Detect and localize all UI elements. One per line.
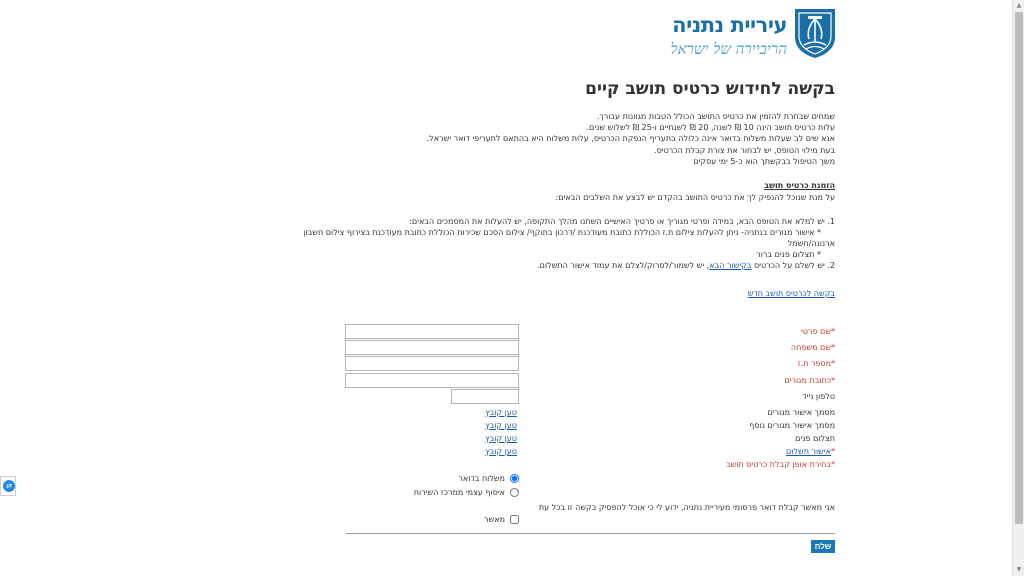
marketing-consent-text: אני מאשר קבלת דואר פרסומי מעיריית נתניה, ידוע לי כי אוכל להפסיק בקשה זו בכל עת [538,503,835,512]
id-number-row [220,356,835,372]
payment-confirmation-link[interactable]: אישור תשלום [785,447,831,456]
id-number-label: *מספר ת.ז [797,359,835,368]
last-name-input[interactable] [345,340,519,355]
first-name-input[interactable] [345,324,519,339]
step-2-suffix: , יש לשמור/לסרוק/לצלם את עמוד אישור התשלום. [537,261,710,270]
payment-link[interactable]: בקישור הבא [709,261,752,270]
delivery-pickup-label: איסוף עצמי ממרכז השירות [413,488,505,497]
face-photo-upload-link[interactable]: טען קובץ [485,434,517,443]
side-tool-widget[interactable] [0,476,16,496]
scrollbar-thumb[interactable] [1015,12,1023,524]
payment-confirmation-label [786,447,835,456]
consent-confirm-checkbox[interactable] [510,515,519,524]
address-label: *כתובת מגורים [784,376,835,385]
delivery-pickup-option[interactable] [319,487,519,500]
form-divider [346,533,835,534]
residence-doc-label: מסמך אישור מגורים [767,408,835,417]
remote-support-icon[interactable]: ⇄ [3,480,15,492]
delivery-mail-radio[interactable] [510,474,519,483]
intro-line: עלות כרטיס תושב הינה 10 ₪ לשנה, 20 ₪ לשנתיים ו-25 ₪ לשלוש שנים. [586,123,835,133]
delivery-mail-label: משלוח בדואר [458,474,505,483]
delivery-mail-option[interactable] [319,473,519,486]
step-2 [220,260,835,271]
payment-required-mark: * [831,447,835,456]
section-subtitle: על מנת שנוכל להנפיק לך את כרטיס התושב בהקדם יש לבצע את השלבים הבאים: [555,193,835,202]
first-name-row [220,324,835,340]
last-name-row [220,340,835,356]
intro-text [220,111,835,167]
step-2-prefix: 2. יש לשלם על הכרטיס [753,261,835,270]
first-name-label: *שם פרטי [800,327,835,336]
scrollbar[interactable] [1012,0,1024,576]
face-photo-label: תצלום פנים [795,434,835,443]
intro-line: בעת מילוי הטופס, יש לבחור את צורת קבלת הכרטיס. [654,145,835,155]
residence-doc-extra-label: מסמך אישור מגורים נוסף [749,421,835,430]
address-row [220,373,835,389]
consent-confirm-option[interactable] [419,514,519,527]
step-1-bullet-residence-cont: ארנונה/חשמל [787,239,835,248]
last-name-label: *שם משפחה [790,343,835,352]
logo-slogan: הריביירה של ישראל [670,40,787,58]
consent-confirm-label: מאשר [484,515,505,524]
delivery-method-row [220,457,835,473]
intro-line: אנא שים לב שעלות משלוח בדואר אינה כלולה בתעריף הנפקת הכרטיס, עלות משלוח היא בהתאם לתעריפי דואר ישראל. [426,134,835,144]
intro-line: משך הטיפול בבקשתך הוא כ-5 ימי עסקים [693,156,835,166]
residence-doc-upload-link[interactable]: טען קובץ [485,408,517,417]
mobile-input[interactable] [451,389,519,404]
residence-doc-extra-upload-link[interactable]: טען קובץ [485,421,517,430]
delivery-pickup-radio[interactable] [510,488,519,497]
city-shield-icon [793,7,837,59]
logo-name: עיריית נתניה [672,13,787,37]
mobile-row [220,389,835,405]
step-1-bullet-residence: * אישור מגורים בנתניה- ניתן להעלות צילום ת.ז הכוללת כתובת מעודכנת /דרכון בתוקף/ צילום הסכם שכירות הכוללת כתובת מעודכנת בצירוף צילום חשבון [303,228,821,237]
step-1: 1. יש למלא את הטופס הבא, במידה ופרטי מגוריך או פרטיך האישיים השתנו מהלך התקופה, יש להעלות את המסמכים הבאים: [409,217,835,226]
page-title: בקשה לחידוש כרטיס תושב קיים [585,79,835,99]
section-title: הזמנת כרטיס תושב [764,181,835,190]
address-input[interactable] [345,373,519,388]
steps-list [220,216,835,271]
delivery-method-label: *בחירת אופן קבלת כרטיס תושב [725,460,835,469]
scroll-up-icon[interactable]: ▲ [1016,2,1022,9]
new-card-link[interactable]: בקשה לכרטיס תושב חדש [747,289,835,298]
intro-line: שמחים שבחרת להזמין את כרטיס התושב הכולל הטבות מגוונות עבורך. [596,112,835,121]
scroll-down-icon[interactable]: ▼ [1016,566,1022,573]
submit-button[interactable]: שלח [811,540,835,553]
page-content [222,0,837,576]
payment-confirmation-upload-link[interactable]: טען קובץ [485,447,517,456]
step-1-bullet-photo: * תצלום פנים ברור [756,250,821,259]
mobile-label: טלפון נייד [802,392,835,401]
id-number-input[interactable] [345,356,519,371]
netanya-logo[interactable] [622,7,837,62]
